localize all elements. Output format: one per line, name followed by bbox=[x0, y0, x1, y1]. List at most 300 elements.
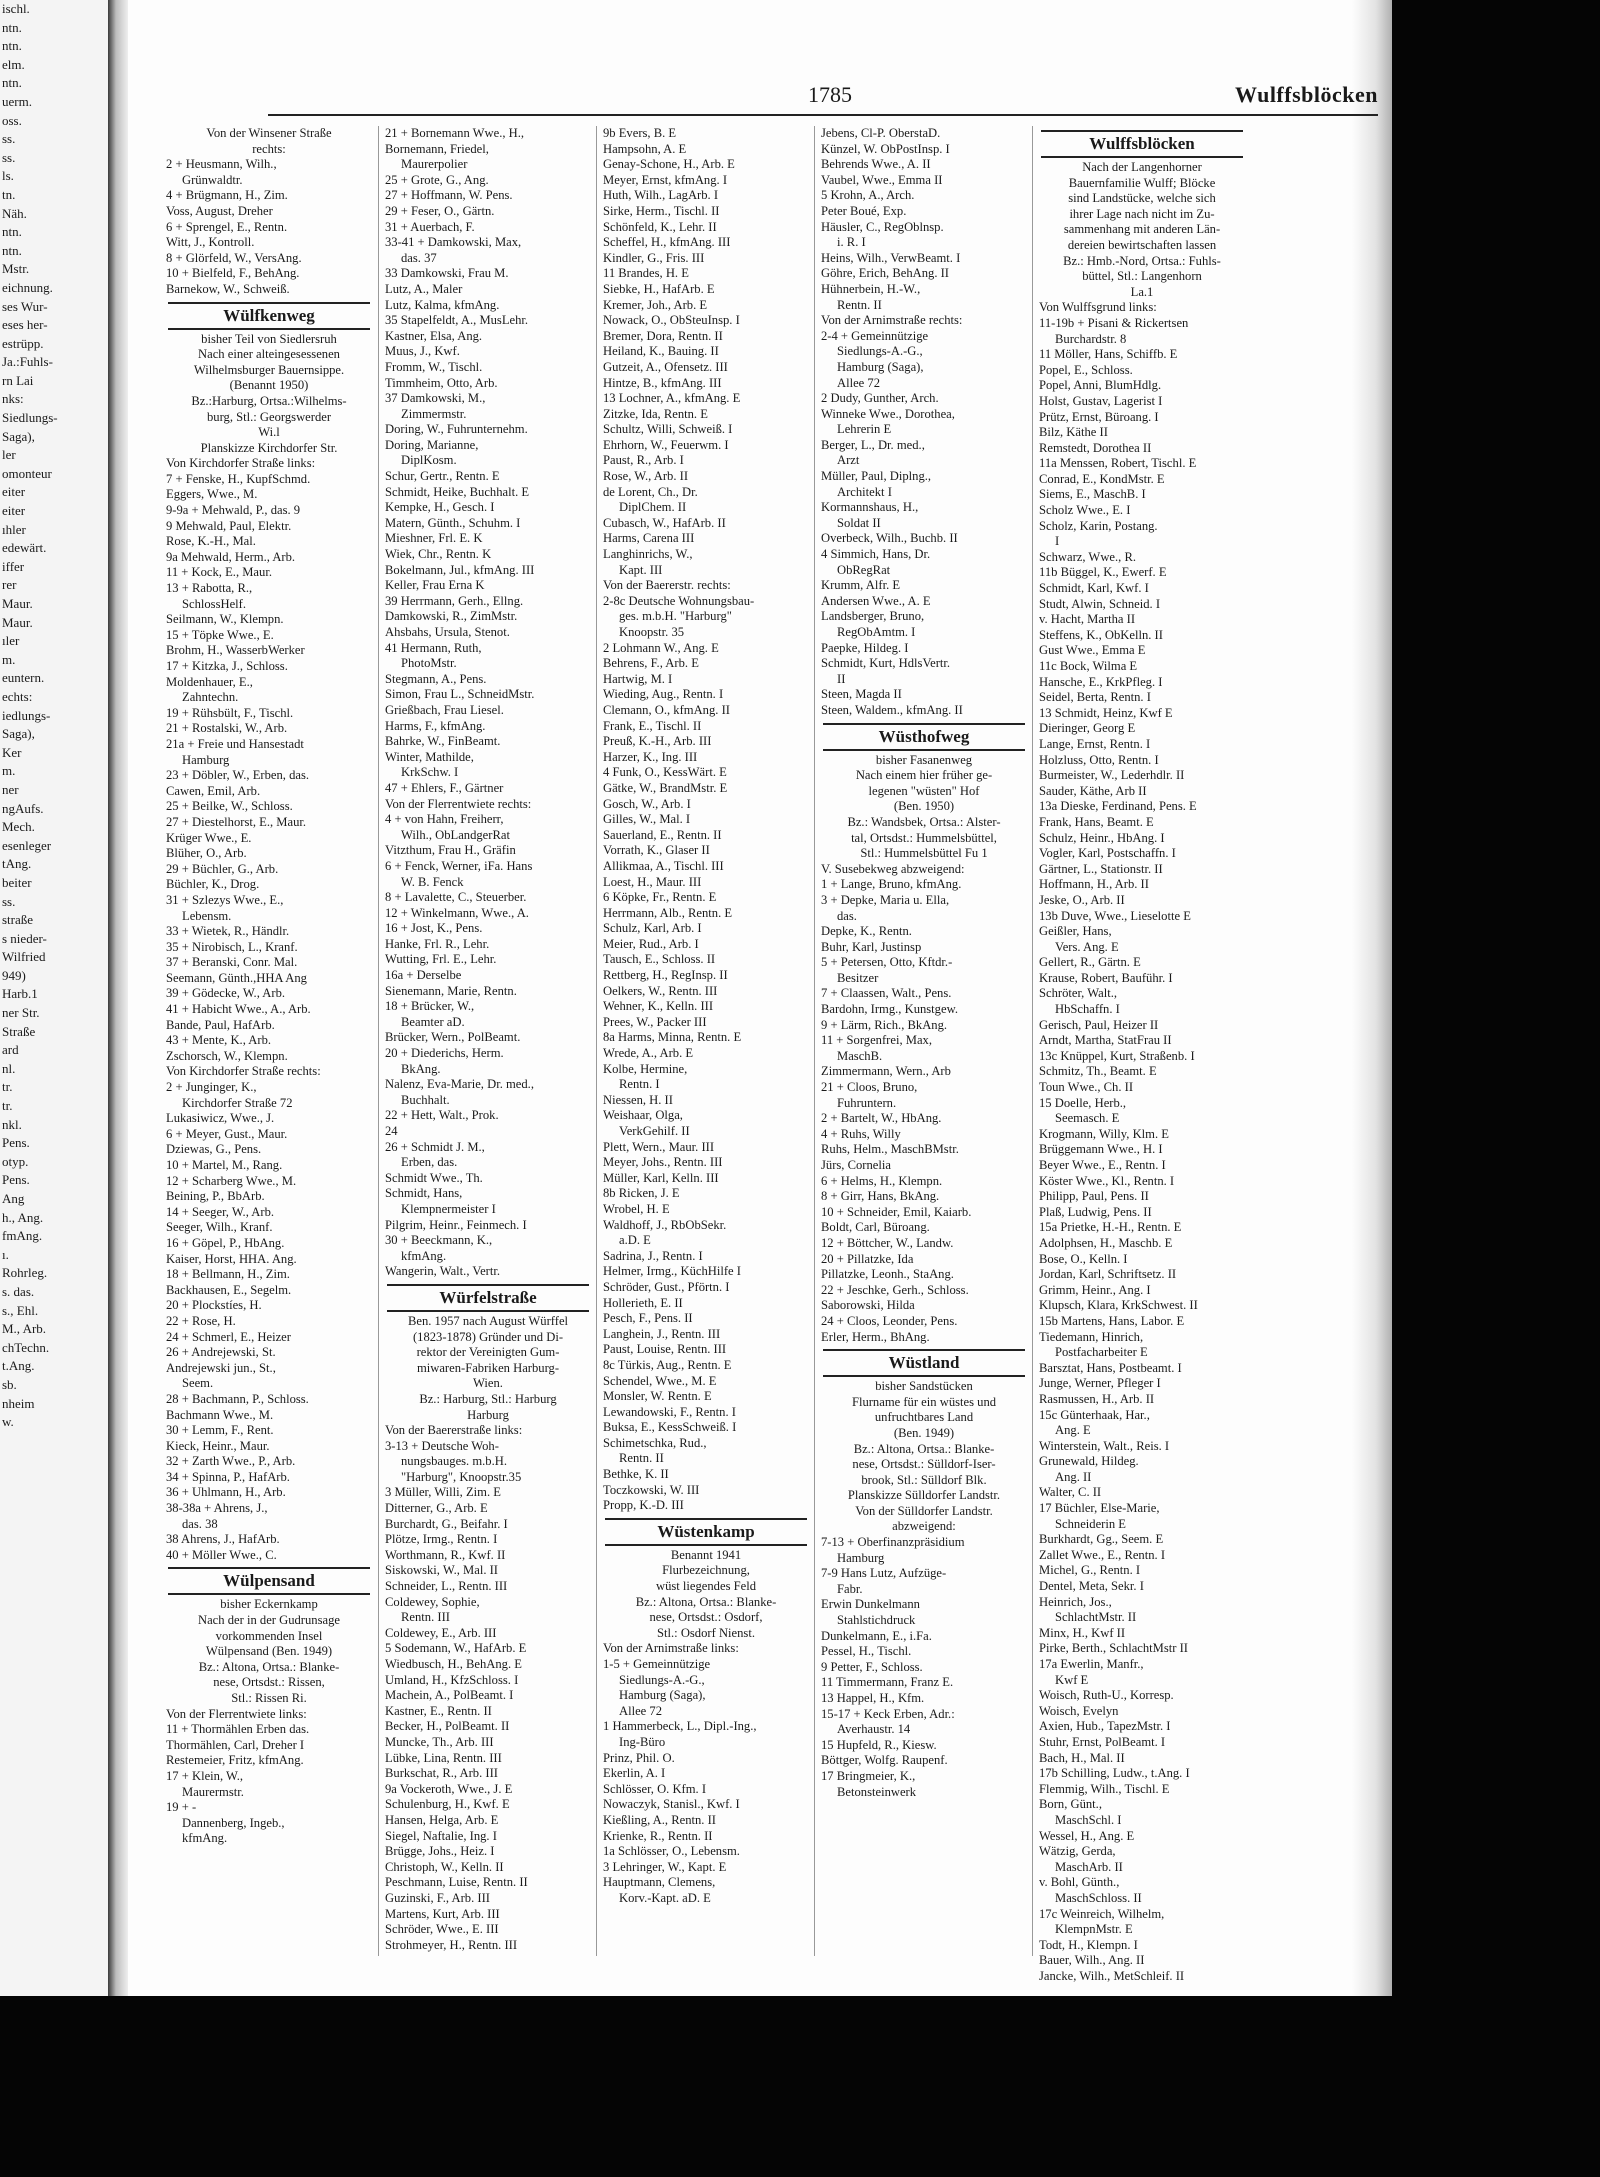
resident-entry: 2 Dudy, Gunther, Arch. bbox=[821, 391, 939, 406]
resident-entry: Siegel, Naftalie, Ing. I bbox=[385, 1828, 497, 1843]
resident-continuation: Zimmermstr. bbox=[401, 406, 467, 421]
resident-entry: Pirke, Berth., SchlachtMstr II bbox=[1039, 1641, 1188, 1656]
street-note: tal, Ortsdst.: Hummelsbüttel, bbox=[851, 830, 997, 845]
resident-entry: Hartwig, M. I bbox=[603, 671, 673, 686]
resident-entry: Rose, K.-H., Mal. bbox=[166, 534, 256, 549]
resident-entry: Meyer, Ernst, kfmAng. I bbox=[603, 172, 728, 187]
resident-continuation: Kapt. III bbox=[619, 562, 663, 577]
prev-page-line: nheim bbox=[2, 1395, 35, 1411]
prev-page-line: h., Ang. bbox=[2, 1209, 44, 1225]
resident-entry: Huth, Wilh., LagArb. I bbox=[603, 188, 719, 203]
prev-page-line: s., Ehl. bbox=[2, 1302, 39, 1318]
resident-entry: Von der Flerrentwiete rechts: bbox=[385, 796, 532, 811]
prev-page-line: nl. bbox=[2, 1060, 16, 1076]
resident-entry: Siskowski, W., Mal. II bbox=[385, 1563, 499, 1578]
resident-entry: Cawen, Emil, Arb. bbox=[166, 783, 261, 798]
resident-entry: 6 + Fenck, Werner, iFa. Hans bbox=[385, 858, 533, 873]
resident-entry: Oelkers, W., Rentn. III bbox=[603, 983, 718, 998]
resident-entry: Harzer, K., Ing. III bbox=[603, 749, 698, 764]
resident-entry: Jancke, Wilh., MetSchleif. II bbox=[1039, 1968, 1185, 1983]
resident-entry: Meier, Rud., Arb. I bbox=[603, 936, 699, 951]
resident-entry: Zschorsch, W., Klempn. bbox=[166, 1048, 288, 1063]
prev-page-line: rn Lai bbox=[2, 372, 34, 388]
resident-entry: Steen, Waldem., kfmAng. II bbox=[821, 702, 963, 717]
prev-page-line: esenleger bbox=[2, 837, 52, 853]
resident-entry: Vaubel, Wwe., Emma II bbox=[821, 172, 943, 187]
resident-continuation: ges. m.b.H. "Harburg" bbox=[619, 609, 732, 624]
resident-entry: Gärtner, L., Stationstr. II bbox=[1039, 861, 1163, 876]
prev-page-line: omonteur bbox=[2, 465, 52, 481]
resident-entry: 10 + Schneider, Emil, Kaiarb. bbox=[821, 1204, 972, 1219]
resident-entry: 35 + Nirobisch, L., Kranf. bbox=[166, 939, 298, 954]
resident-entry: Ditterner, G., Arb. E bbox=[385, 1501, 488, 1516]
resident-entry: Paust, R., Arb. I bbox=[603, 453, 684, 468]
prev-page-line: euntern. bbox=[2, 670, 45, 686]
prev-page-line: eichnung. bbox=[2, 279, 53, 295]
resident-entry: Worthmann, R., Kwf. II bbox=[385, 1547, 506, 1562]
prev-page-line: ı. bbox=[2, 1246, 9, 1262]
resident-entry: 8 + Glörfeld, W., VersAng. bbox=[166, 250, 302, 265]
resident-entry: Vorrath, K., Glaser II bbox=[603, 843, 710, 858]
resident-continuation: das. bbox=[837, 908, 857, 923]
street-note: Nach der in der Gudrunsage bbox=[198, 1613, 340, 1628]
resident-entry: Simon, Frau L., SchneidMstr. bbox=[385, 687, 535, 702]
resident-entry: 2-4 + Gemeinnützige bbox=[821, 328, 929, 343]
resident-entry: Harms, Carena III bbox=[603, 531, 695, 546]
resident-entry: Wangerin, Walt., Vertr. bbox=[385, 1264, 501, 1279]
prev-page-line: Ker bbox=[2, 744, 22, 760]
resident-entry: Born, Günt., bbox=[1039, 1797, 1102, 1812]
street-note: burg, Stl.: Georgswerder bbox=[206, 409, 332, 424]
street-note: Bz.: Wandsbek, Ortsa.: Alster- bbox=[847, 814, 1001, 829]
resident-entry: 13c Knüppel, Kurt, Straßenb. I bbox=[1039, 1048, 1195, 1063]
street-note: Planskizze Sülldorfer Landstr. bbox=[847, 1488, 1001, 1503]
prev-page-line: Harb.1 bbox=[2, 986, 38, 1002]
resident-continuation: Kirchdorfer Straße 72 bbox=[182, 1095, 293, 1110]
resident-entry: Junge, Werner, Pfleger I bbox=[1039, 1376, 1161, 1391]
resident-entry: 39 Herrmann, Gerh., Ellng. bbox=[385, 593, 524, 608]
prev-page-line: ner Str. bbox=[2, 1005, 40, 1021]
resident-entry: 8 + Lavalette, C., Steuerber. bbox=[385, 890, 527, 905]
street-note: (Ben. 1950) bbox=[893, 799, 955, 814]
resident-continuation: Schneiderin E bbox=[1055, 1516, 1126, 1531]
resident-entry: Burkschat, R., Arb. III bbox=[385, 1766, 498, 1781]
resident-entry: Gust Wwe., Emma E bbox=[1039, 643, 1146, 658]
resident-entry: 24 + Cloos, Leonder, Pens. bbox=[821, 1313, 958, 1328]
resident-entry: Nowack, O., ObSteuInsp. I bbox=[603, 313, 740, 328]
resident-entry: 18 + Bellmann, H., Zim. bbox=[166, 1267, 290, 1282]
section-heading: Von der Winsener Straße bbox=[206, 126, 332, 140]
resident-entry: Muncke, Th., Arb. III bbox=[385, 1734, 494, 1749]
resident-entry: 11 + Thormählen Erben das. bbox=[166, 1722, 310, 1737]
resident-entry: 33 + Wietek, R., Händlr. bbox=[166, 924, 290, 939]
resident-entry: Holzluss, Otto, Rentn. I bbox=[1039, 752, 1159, 767]
resident-entry: Grunewald, Hildeg. bbox=[1039, 1454, 1139, 1469]
prev-page-line: straße bbox=[2, 912, 34, 928]
resident-continuation: Lebensm. bbox=[182, 908, 232, 923]
resident-entry: Allikmaa, A., Tischl. III bbox=[603, 858, 724, 873]
street-note: Bz.: Altona, Ortsa.: Blanke- bbox=[198, 1659, 340, 1674]
resident-continuation: Beamter aD. bbox=[401, 1014, 465, 1029]
resident-entry: Prinz, Phil. O. bbox=[603, 1750, 675, 1765]
resident-entry: Barsztat, Hans, Postbeamt. I bbox=[1039, 1360, 1182, 1375]
resident-continuation: Fuhruntern. bbox=[837, 1095, 897, 1110]
resident-entry: Erwin Dunkelmann bbox=[821, 1597, 920, 1612]
resident-entry: Cubasch, W., HafArb. II bbox=[603, 515, 726, 530]
resident-entry: Brügge, Johs., Heiz. I bbox=[385, 1844, 495, 1859]
resident-entry: Krogmann, Willy, Klm. E bbox=[1039, 1126, 1169, 1141]
resident-entry: Meyer, Johs., Rentn. III bbox=[603, 1155, 723, 1170]
resident-entry: Bardohn, Irmg., Kunstgew. bbox=[821, 1002, 958, 1017]
resident-entry: Bande, Paul, HafArb. bbox=[166, 1017, 275, 1032]
street-note: Bz.:Harburg, Ortsa.:Wilhelms- bbox=[191, 393, 347, 408]
resident-continuation: Maurerpolier bbox=[401, 157, 468, 172]
resident-continuation: Rentn. III bbox=[401, 1610, 450, 1625]
resident-continuation: Zahntechn. bbox=[182, 690, 239, 705]
resident-entry: 9 Petter, F., Schloss. bbox=[821, 1659, 923, 1674]
street-note: bisher Fasanenweg bbox=[875, 752, 973, 767]
resident-entry: Dziewas, G., Pens. bbox=[166, 1142, 262, 1157]
resident-entry: Schulenburg, H., Kwf. E bbox=[385, 1797, 510, 1812]
resident-continuation: DiplChem. II bbox=[619, 500, 687, 515]
prev-page-line: ses Wur- bbox=[2, 298, 48, 314]
resident-entry: Seemann, Günth.,HHA Ang bbox=[166, 970, 307, 985]
resident-entry: Heins, Wilh., VerwBeamt. I bbox=[821, 250, 961, 265]
street-note: Wilhelmsburger Bauernsippe. bbox=[193, 362, 345, 377]
resident-entry: 17 + Kitzka, J., Schloss. bbox=[166, 659, 288, 673]
resident-entry: 16 + Göpel, P., HbAng. bbox=[166, 1235, 285, 1250]
resident-entry: Plett, Wern., Maur. III bbox=[603, 1139, 715, 1154]
resident-entry: Damkowski, R., ZimMstr. bbox=[385, 609, 518, 624]
resident-entry: Popel, Anni, BlumHdlg. bbox=[1039, 378, 1162, 393]
resident-entry: Bach, H., Mal. II bbox=[1039, 1750, 1125, 1765]
resident-entry: Dentel, Meta, Sekr. I bbox=[1039, 1579, 1144, 1594]
resident-entry: 7 + Fenske, H., KupfSchmd. bbox=[166, 471, 311, 486]
resident-entry: 20 + Pillatzke, Ida bbox=[821, 1251, 914, 1266]
resident-continuation: Allee 72 bbox=[619, 1703, 663, 1718]
resident-entry: 3 + Depke, Maria u. Ella, bbox=[821, 892, 950, 907]
resident-entry: Von der Baererstraße links: bbox=[385, 1423, 523, 1438]
resident-entry: 40 + Möller Wwe., C. bbox=[166, 1547, 277, 1562]
street-note: miwaren-Fabriken Harburg- bbox=[416, 1360, 560, 1375]
section-heading: rechts: bbox=[252, 141, 286, 156]
resident-continuation: Dannenberg, Ingeb., bbox=[182, 1815, 285, 1830]
resident-entry: Genay-Schone, H., Arb. E bbox=[603, 157, 735, 172]
resident-entry: Paepke, Hildeg. I bbox=[821, 640, 909, 655]
resident-continuation: Betonsteinwerk bbox=[837, 1784, 917, 1799]
resident-entry: 25 + Beilke, W., Schloss. bbox=[166, 799, 293, 814]
resident-entry: Schur, Gertr., Rentn. E bbox=[385, 469, 500, 484]
street-note: La.1 bbox=[1130, 284, 1154, 299]
resident-continuation: Wilh., ObLandgerRat bbox=[401, 827, 510, 842]
resident-entry: Jordan, Karl, Schriftsetz. II bbox=[1039, 1267, 1177, 1282]
resident-entry: Zitzke, Ida, Rentn. E bbox=[603, 406, 708, 421]
resident-entry: Seeger, Wilh., Kranf. bbox=[166, 1220, 273, 1235]
previous-page-edge bbox=[0, 0, 111, 1996]
resident-entry: Steen, Magda II bbox=[821, 687, 902, 702]
directory-columns bbox=[160, 126, 1260, 1983]
resident-continuation: RegObAmtm. I bbox=[837, 625, 916, 639]
resident-entry: 29 + Büchler, G., Arb. bbox=[166, 861, 279, 876]
prev-page-line: Straße bbox=[2, 1023, 36, 1039]
resident-entry: 6 + Helms, H., Klempn. bbox=[821, 1173, 943, 1188]
resident-entry: 17 Bringmeier, K., bbox=[821, 1768, 916, 1783]
resident-entry: Prees, W., Packer III bbox=[603, 1014, 707, 1029]
resident-entry: 15c Günterhaak, Har., bbox=[1039, 1407, 1150, 1422]
resident-entry: Wieding, Aug., Rentn. I bbox=[603, 687, 724, 702]
resident-continuation: Hamburg (Saga), bbox=[619, 1688, 706, 1703]
resident-entry: 11-19b + Pisani & Rickertsen bbox=[1039, 315, 1189, 330]
resident-entry: Klupsch, Klara, KrkSchwest. II bbox=[1039, 1298, 1198, 1313]
resident-entry: Berger, L., Dr. med., bbox=[821, 437, 925, 452]
resident-entry: 11 Möller, Hans, Schiffb. E bbox=[1039, 347, 1178, 362]
resident-entry: Krienke, R., Rentn. II bbox=[603, 1828, 713, 1843]
resident-entry: 15 + Töpke Wwe., E. bbox=[166, 627, 274, 642]
prev-page-line: w. bbox=[2, 1414, 14, 1430]
prev-page-line: chTechn. bbox=[2, 1339, 50, 1355]
prev-page-line: tr. bbox=[2, 1098, 13, 1114]
resident-entry: Gilles, W., Mal. I bbox=[603, 812, 691, 827]
resident-entry: Köster Wwe., Kl., Rentn. I bbox=[1039, 1173, 1175, 1188]
street-note: (Benannt 1950) bbox=[229, 378, 309, 393]
resident-entry: 39 + Gödecke, W., Arb. bbox=[166, 986, 286, 1001]
street-note: sammenhang mit anderen Län- bbox=[1063, 222, 1221, 237]
street-note: Bauernfamilie Wulff; Blöcke bbox=[1068, 175, 1216, 190]
resident-entry: Keller, Frau Erna K bbox=[385, 578, 485, 593]
resident-entry: Frank, E., Tischl. II bbox=[603, 718, 702, 733]
resident-entry: 24 + Schmerl, E., Heizer bbox=[166, 1329, 291, 1344]
resident-entry: Plötze, Irmg., Rentn. I bbox=[385, 1532, 498, 1547]
resident-continuation: Maurermstr. bbox=[182, 1784, 244, 1799]
prev-page-line: ard bbox=[2, 1042, 19, 1058]
resident-continuation: Knoopstr. 35 bbox=[619, 625, 685, 639]
street-note: Wien. bbox=[473, 1376, 503, 1391]
street-heading: Wüsthofweg bbox=[823, 723, 1025, 751]
resident-entry: Schmitz, Th., Beamt. E bbox=[1039, 1064, 1157, 1079]
resident-continuation: Soldat II bbox=[837, 515, 881, 530]
resident-entry: Rose, W., Arb. II bbox=[603, 469, 689, 484]
resident-entry: Von der Arnimstraße rechts: bbox=[821, 313, 963, 328]
column-4 bbox=[814, 126, 1033, 1956]
resident-entry: Grimm, Heinr., Ang. I bbox=[1039, 1282, 1151, 1297]
resident-continuation: Ang. E bbox=[1055, 1423, 1091, 1438]
resident-continuation: PhotoMstr. bbox=[401, 656, 457, 671]
resident-entry: Jeske, O., Arb. II bbox=[1039, 892, 1125, 907]
resident-entry: Siebke, H., HafArb. E bbox=[603, 281, 715, 296]
resident-continuation: BkAng. bbox=[401, 1061, 441, 1076]
resident-continuation: Hamburg bbox=[182, 752, 230, 767]
resident-entry: Barnekow, W., Schweiß. bbox=[166, 281, 290, 296]
resident-entry: Saborowski, Hilda bbox=[821, 1298, 915, 1313]
resident-entry: Ruhs, Helm., MaschBMstr. bbox=[821, 1142, 959, 1157]
resident-entry: Landsberger, Bruno, bbox=[821, 609, 925, 624]
resident-entry: 9 Mehwald, Paul, Elektr. bbox=[166, 518, 292, 533]
resident-entry: 3-13 + Deutsche Woh- bbox=[385, 1438, 499, 1453]
resident-entry: Beyer Wwe., E., Rentn. I bbox=[1039, 1158, 1166, 1172]
resident-entry: 38 Ahrens, J., HafArb. bbox=[166, 1532, 280, 1547]
resident-entry: Stegmann, A., Pens. bbox=[385, 671, 487, 686]
resident-continuation: Lehrerin E bbox=[837, 422, 892, 437]
resident-continuation: Klempnermeister I bbox=[401, 1201, 496, 1216]
resident-entry: Monsler, W. Rentn. E bbox=[603, 1389, 712, 1404]
resident-entry: Holst, Gustav, Lagerist I bbox=[1039, 393, 1163, 408]
prev-page-line: edewärt. bbox=[2, 540, 47, 556]
resident-continuation: Hamburg bbox=[837, 1550, 885, 1565]
prev-page-line: ıler bbox=[2, 633, 20, 649]
resident-entry: Studt, Alwin, Schneid. I bbox=[1039, 596, 1161, 611]
resident-entry: Waldhoff, J., RbObSekr. bbox=[603, 1217, 727, 1232]
resident-continuation: KlempnMstr. E bbox=[1055, 1922, 1133, 1937]
resident-entry: Bornemann, Friedel, bbox=[385, 141, 489, 156]
resident-entry: Sauerland, E., Rentn. II bbox=[603, 827, 722, 842]
resident-entry: 18 + Brücker, W., bbox=[385, 999, 475, 1014]
resident-continuation: Buchhalt. bbox=[401, 1092, 450, 1107]
resident-entry: Overbeck, Wilh., Buchb. II bbox=[821, 531, 958, 546]
resident-entry: Niessen, H. II bbox=[603, 1092, 673, 1107]
resident-entry: Siems, E., MaschB. I bbox=[1039, 487, 1146, 502]
resident-entry: Ehrhorn, W., Feuerwm. I bbox=[603, 437, 729, 452]
resident-continuation: Besitzer bbox=[837, 970, 879, 985]
resident-entry: Tiedemann, Hinrich, bbox=[1039, 1329, 1144, 1344]
scan-background-right bbox=[1392, 0, 1600, 2177]
resident-entry: Künzel, W. ObPostInsp. I bbox=[821, 141, 950, 156]
prev-page-line: tr. bbox=[2, 1079, 13, 1095]
resident-entry: Doring, Marianne, bbox=[385, 437, 479, 452]
resident-entry: 3 Lehringer, W., Kapt. E bbox=[603, 1859, 727, 1874]
resident-continuation: SchlachtMstr. II bbox=[1055, 1610, 1137, 1625]
prev-page-line: m. bbox=[2, 763, 16, 779]
street-note: Flurname für ein wüstes und bbox=[851, 1394, 997, 1409]
resident-entry: Backhausen, E., Segelm. bbox=[166, 1282, 292, 1297]
street-note: Ben. 1957 nach August Würffel bbox=[407, 1313, 569, 1328]
street-note: Von der Sülldorfer Landstr. bbox=[855, 1503, 993, 1518]
resident-entry: 28 + Bachmann, P., Schloss. bbox=[166, 1391, 309, 1406]
prev-page-line: ntn. bbox=[2, 224, 22, 240]
resident-entry: 1-5 + Gemeinnützige bbox=[603, 1657, 711, 1671]
resident-entry: Lukasiwicz, Wwe., J. bbox=[166, 1111, 275, 1126]
resident-entry: Doring, W., Fuhrunternehm. bbox=[385, 422, 528, 437]
street-note: ihrer Lage nach nicht im Zu- bbox=[1069, 206, 1215, 221]
resident-entry: Kempke, H., Gesch. I bbox=[385, 500, 495, 515]
prev-page-line: Pens. bbox=[2, 1172, 30, 1188]
resident-continuation: "Harburg", Knoopstr.35 bbox=[401, 1469, 522, 1484]
prev-page-line: ls. bbox=[2, 168, 14, 184]
resident-entry: Weishaar, Olga, bbox=[603, 1108, 683, 1123]
resident-entry: 9a Mehwald, Herm., Arb. bbox=[166, 549, 296, 564]
resident-entry: Krumm, Alfr. E bbox=[821, 578, 901, 593]
resident-continuation: MaschB. bbox=[837, 1048, 883, 1063]
resident-entry: Bahrke, W., FinBeamt. bbox=[385, 734, 501, 749]
resident-entry: Harms, F., kfmAng. bbox=[385, 718, 486, 733]
resident-entry: Schmidt, Karl, Kwf. I bbox=[1039, 581, 1149, 596]
street-heading: Würfelstraße bbox=[387, 1284, 589, 1312]
resident-continuation: Hamburg (Saga), bbox=[837, 359, 924, 374]
resident-entry: Wätzig, Gerda, bbox=[1039, 1844, 1116, 1859]
resident-entry: Gutzeit, A., Ofensetz. III bbox=[603, 359, 728, 374]
resident-continuation: Averhaustr. 14 bbox=[837, 1722, 911, 1737]
prev-page-line: M., Arb. bbox=[2, 1321, 47, 1337]
resident-entry: 9-9a + Mehwald, P., das. 9 bbox=[166, 503, 301, 518]
resident-entry: Kindler, G., Fris. III bbox=[603, 250, 705, 265]
resident-entry: 31 + Auerbach, F. bbox=[385, 219, 475, 234]
prev-page-line: Rohrleg. bbox=[2, 1265, 48, 1281]
resident-entry: 20 + Plockstíes, H. bbox=[166, 1298, 262, 1313]
resident-entry: Toczkowski, W. III bbox=[603, 1482, 700, 1497]
resident-entry: Hansen, Helga, Arb. E bbox=[385, 1812, 499, 1827]
resident-entry: Bethke, K. II bbox=[603, 1467, 669, 1482]
prev-page-line: ner bbox=[2, 781, 19, 797]
resident-entry: Behrens, F., Arb. E bbox=[603, 656, 699, 671]
resident-entry: Schmidt, Kurt, HdlsVertr. bbox=[821, 656, 951, 671]
resident-entry: 12 + Scharberg Wwe., M. bbox=[166, 1173, 297, 1188]
resident-continuation: i. R. I bbox=[837, 235, 866, 250]
resident-continuation: HbSchaffn. I bbox=[1055, 1002, 1120, 1017]
resident-entry: Schneider, L., Rentn. III bbox=[385, 1579, 508, 1594]
resident-entry: Woisch, Ruth-U., Korresp. bbox=[1039, 1688, 1174, 1703]
resident-entry: Michel, G., Rentn. I bbox=[1039, 1563, 1141, 1578]
resident-continuation: VerkGehilf. II bbox=[619, 1124, 690, 1138]
resident-entry: Martens, Kurt, Arb. III bbox=[385, 1906, 500, 1921]
resident-entry: 4 Funk, O., KessWärt. E bbox=[603, 765, 727, 780]
resident-entry: v. Hacht, Martha II bbox=[1039, 612, 1136, 627]
resident-entry: 12 + Winkelmann, Wwe., A. bbox=[385, 905, 529, 920]
resident-entry: Kießling, A., Rentn. II bbox=[603, 1812, 716, 1827]
resident-entry: Zallet Wwe., E., Rentn. I bbox=[1039, 1547, 1166, 1562]
resident-entry: Von Kirchdorfer Straße links: bbox=[166, 456, 316, 471]
resident-entry: Lutz, A., Maler bbox=[385, 281, 463, 296]
street-note: (1823-1878) Gründer und Di- bbox=[412, 1329, 564, 1344]
resident-entry: Buksa, E., KessSchweiß. I bbox=[603, 1420, 737, 1435]
street-note: rektor der Vereinigten Gum- bbox=[416, 1345, 560, 1360]
street-note: Flurbezeichnung, bbox=[662, 1563, 750, 1578]
resident-entry: Restemeier, Fritz, kfmAng. bbox=[166, 1753, 304, 1768]
resident-entry: Fromm, W., Tischl. bbox=[385, 359, 483, 374]
resident-entry: 21 + Rostalski, W., Arb. bbox=[166, 721, 288, 736]
resident-entry: 13 Schmidt, Heinz, Kwf E bbox=[1039, 705, 1173, 720]
street-note: Bz.: Hmb.-Nord, Ortsa.: Fuhls- bbox=[1063, 253, 1221, 268]
resident-entry: Hollerieth, E. II bbox=[603, 1295, 683, 1310]
resident-entry: 12 + Böttcher, W., Landw. bbox=[821, 1235, 954, 1250]
resident-entry: 10 + Martel, M., Rang. bbox=[166, 1158, 283, 1172]
prev-page-line: ntn. bbox=[2, 75, 22, 91]
resident-continuation: Rentn. II bbox=[837, 297, 882, 312]
resident-entry: Krüger Wwe., E. bbox=[166, 830, 252, 845]
resident-entry: Von Kirchdorfer Straße rechts: bbox=[166, 1064, 321, 1079]
prev-page-line: iedlungs- bbox=[2, 707, 51, 723]
resident-entry: Pessel, H., Tischl. bbox=[821, 1644, 912, 1659]
resident-entry: Häusler, C., RegOblnsp. bbox=[821, 219, 944, 234]
column-3 bbox=[596, 126, 815, 1956]
prev-page-line: ngAufs. bbox=[2, 800, 44, 816]
column-5 bbox=[1032, 126, 1251, 1983]
resident-entry: Schröder, Gust., Pförtn. I bbox=[603, 1279, 730, 1294]
resident-entry: Plaß, Ludwig, Pens. II bbox=[1039, 1204, 1152, 1219]
prev-page-line: Näh. bbox=[2, 205, 27, 221]
resident-entry: Pilgrim, Heinr., Feinmech. I bbox=[385, 1217, 527, 1232]
resident-entry: 41 + Habicht Wwe., A., Arb. bbox=[166, 1002, 311, 1017]
resident-entry: Zimmermann, Wern., Arb bbox=[821, 1064, 951, 1079]
resident-entry: Preuß, K.-H., Arb. III bbox=[603, 734, 712, 749]
resident-entry: Arndt, Martha, StatFrau II bbox=[1039, 1033, 1172, 1048]
street-note: büttel, Stl.: Langenhorn bbox=[1082, 269, 1202, 284]
prev-page-line: nkl. bbox=[2, 1116, 22, 1132]
resident-entry: Hanke, Frl. R., Lehr. bbox=[385, 936, 490, 951]
prev-page-line: echts: bbox=[2, 688, 33, 704]
resident-entry: de Lorent, Ch., Dr. bbox=[603, 484, 698, 499]
street-heading: Wülpensand bbox=[168, 1567, 370, 1595]
resident-entry: Propp, K.-D. III bbox=[603, 1498, 684, 1513]
resident-entry: Pillatzke, Leonh., StaAng. bbox=[821, 1267, 954, 1282]
